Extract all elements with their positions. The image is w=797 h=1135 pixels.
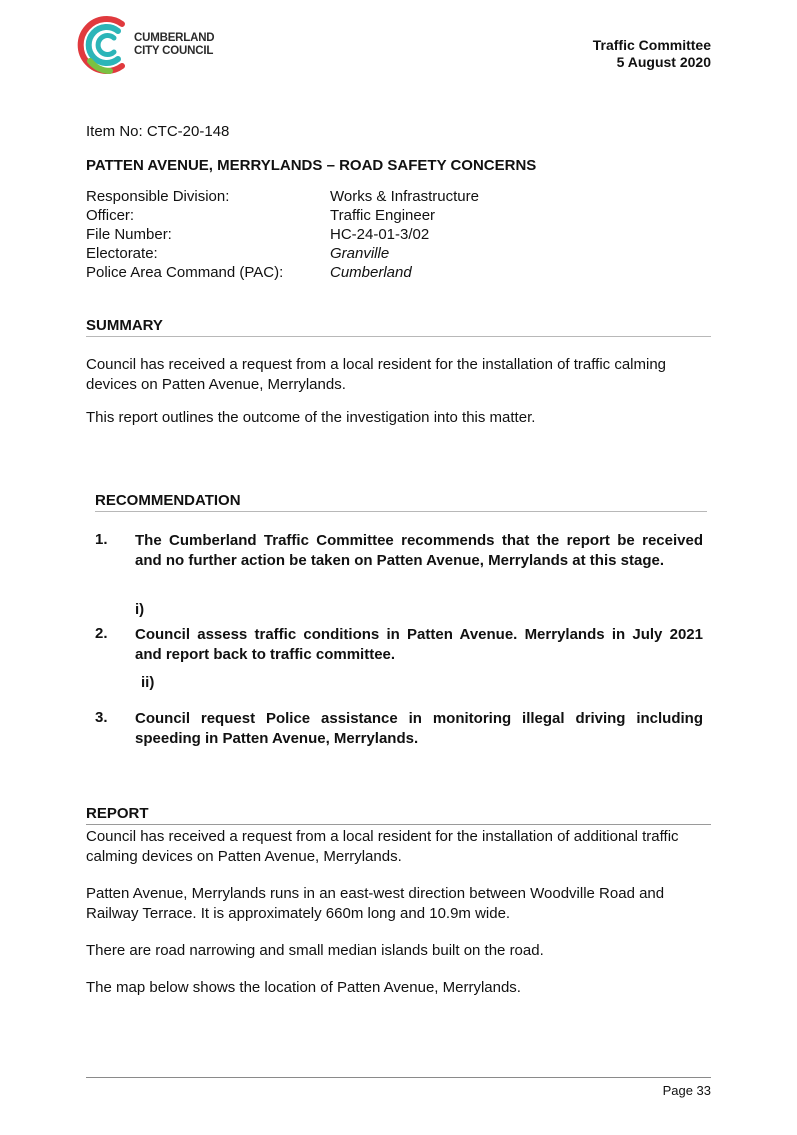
- item-title: PATTEN AVENUE, MERRYLANDS – ROAD SAFETY CONCERNS: [86, 157, 537, 174]
- detail-row-file-number: [86, 225, 479, 244]
- report-paragraph-2: Patten Avenue, Merrylands runs in an east-west direction between Woodville Road and Railway Terrace. It is approximately 660m long and 10.9m wide.: [86, 885, 665, 922]
- summary-paragraph-1: Council has received a request from a local resident for the installation of traffic calming devices on Patten Avenue, Merrylands.: [86, 356, 667, 393]
- detail-label: File Number:: [86, 226, 172, 243]
- detail-value: HC-24-01-3/02: [330, 226, 430, 243]
- detail-row-electorate: [86, 244, 479, 263]
- detail-label: Electorate:: [86, 245, 158, 262]
- logo-wordmark: [134, 32, 214, 58]
- recommendation-text: The Cumberland Traffic Committee recommends that the report be received and no further action be taken on Patten Avenue, Merrylands at this stage.: [135, 532, 703, 569]
- detail-row-pac: [86, 263, 479, 282]
- detail-label: Officer:: [86, 207, 135, 224]
- recommendation-text: Council request Police assistance in monitoring illegal driving including speeding in Patten Avenue, Merrylands.: [135, 710, 703, 747]
- detail-label: Responsible Division:: [86, 188, 230, 205]
- detail-value: Cumberland: [330, 264, 412, 281]
- item-details: [86, 187, 479, 282]
- summary-heading: SUMMARY: [86, 317, 711, 337]
- detail-row-officer: [86, 206, 479, 225]
- recommendation-number: 3.: [95, 709, 108, 726]
- footer-divider: [86, 1077, 711, 1078]
- detail-value: Granville: [330, 245, 390, 262]
- detail-label: Police Area Command (PAC):: [86, 264, 284, 281]
- summary-paragraph-2: This report outlines the outcome of the investigation into this matter.: [86, 409, 536, 426]
- recommendation-heading: RECOMMENDATION: [95, 492, 707, 512]
- recommendation-subitem: i): [135, 601, 145, 618]
- logo-line-2: CITY COUNCIL: [134, 45, 214, 57]
- detail-value: Works & Infrastructure: [330, 188, 479, 205]
- item-number: Item No: CTC-20-148: [86, 123, 230, 140]
- recommendation-number: 1.: [95, 531, 108, 548]
- header-meeting-info: [593, 37, 711, 71]
- logo-line-1: CUMBERLAND: [134, 32, 215, 44]
- committee-name: Traffic Committee: [592, 37, 711, 53]
- detail-row-division: [86, 187, 479, 206]
- report-paragraph-1: Council has received a request from a local resident for the installation of additional traffic calming devices on Patten Avenue, Merrylands.: [86, 828, 679, 865]
- detail-value: Traffic Engineer: [330, 207, 436, 224]
- meeting-date: 5 August 2020: [616, 54, 711, 70]
- recommendation-number: 2.: [95, 625, 108, 642]
- report-paragraph-4: The map below shows the location of Patten Avenue, Merrylands.: [86, 979, 521, 996]
- council-logo: [76, 14, 221, 76]
- page-number: Page 33: [662, 1083, 711, 1098]
- recommendation-subitem: ii): [141, 674, 155, 691]
- recommendation-text: Council assess traffic conditions in Patten Avenue. Merrylands in July 2021 and report back to traffic committee.: [135, 626, 703, 663]
- council-logo-icon: [76, 14, 132, 76]
- report-heading: REPORT: [86, 805, 711, 825]
- report-paragraph-3: There are road narrowing and small median islands built on the road.: [86, 942, 544, 959]
